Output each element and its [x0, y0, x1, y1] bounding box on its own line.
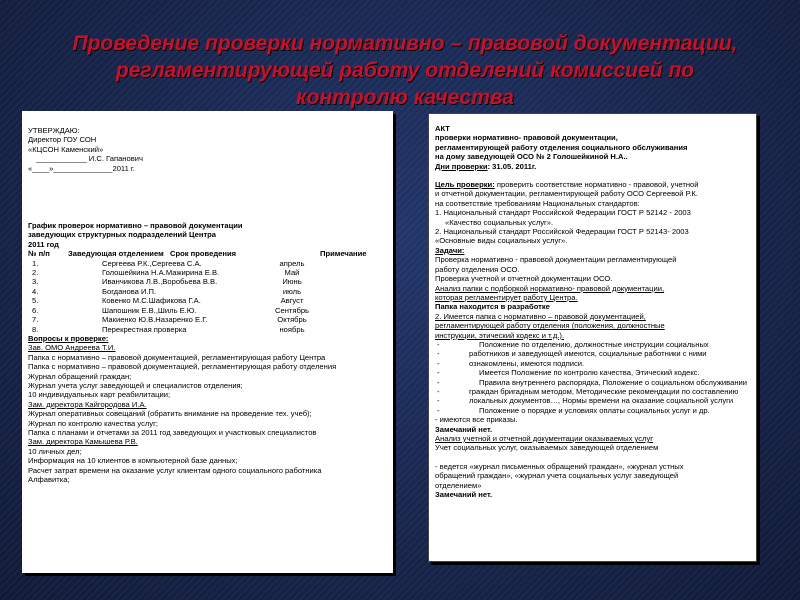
col-term: Срок проведения — [170, 249, 237, 259]
bullet-item — [435, 387, 756, 396]
bullet-dash-icon: - — [437, 396, 440, 406]
approve-signature: ____________ И.С. Гапанович — [36, 154, 143, 164]
bullet-text: ознакомлены, имеются подписи. — [469, 358, 585, 368]
schedule-document — [22, 111, 393, 573]
no-remarks: Замечаний нет. — [435, 490, 493, 500]
journal-line: - ведется «журнал письменных обращений граждан», «журнал устных — [435, 461, 684, 471]
bullet-text: локальных документов…, Нормы времени на оказание социальной услуги — [469, 396, 734, 406]
row-head-name: Иванчикова Л.В.,Воробьева В.В. — [102, 277, 218, 287]
bullet-item — [435, 349, 756, 358]
check-dates-value: : 31.05. 2011г. — [487, 161, 537, 171]
approve-line: Директор ГОУ СОН — [28, 135, 97, 145]
col-number: № п/п — [28, 249, 50, 259]
bullet-dash-icon: - — [437, 405, 440, 415]
bullet-text: граждан бригадным методом, Методические рекомендации по составлению — [469, 386, 739, 396]
row-term: апрель — [279, 258, 305, 268]
check-item: Журнал оперативных совещаний (обратить внимание на проведение тех. учеб); — [28, 409, 312, 419]
row-head-name: Шапошник Е.В.,Шиль Е.Ю. — [102, 305, 197, 315]
table-row — [28, 277, 393, 286]
check-item: 10 личных дел; — [28, 446, 82, 456]
check-item: Папка с планами и отчетами за 2011 год заведующих и участковых специалистов — [28, 427, 317, 437]
check-item: Журнал обращений граждан; — [28, 371, 132, 381]
row-head-name: Голошейкина Н.А.Мажирина Е.В. — [102, 268, 220, 278]
tasks-title: Задачи: — [435, 245, 465, 255]
bullet-text: Положение по отделению, должностные инструкции социальных — [479, 339, 709, 349]
questions-title: Вопросы к проверке: — [28, 333, 109, 343]
bullet-dash-icon: - — [437, 368, 440, 378]
table-row — [28, 268, 393, 277]
check-item: Папка с нормативно – правовой документацией, регламентирующая работу отделения — [28, 362, 337, 372]
act-title: АКТ — [435, 124, 450, 133]
task-line: Проверка учетной и отчетной документации ОСО. — [435, 274, 613, 284]
goal-line — [435, 180, 756, 189]
in-development-title: Папка находится в разработке — [435, 302, 550, 312]
goal-line: 2. Национальный стандарт Российской Федерации ГОСТ Р 52143- 2003 — [435, 227, 689, 237]
table-row — [28, 259, 393, 268]
orders-line: - имеются все приказы. — [435, 415, 518, 425]
row-head-name: Перекрестная проверка — [102, 324, 187, 334]
act-line: на дому заведующей ОСО № 2 Голошейкиной Н.А.. — [435, 152, 628, 162]
table-row — [28, 296, 393, 305]
task-line: Анализ папки с подборкой нормативно- правовой документации, — [435, 283, 665, 293]
approve-line: УТВЕРЖДАЮ: — [28, 126, 80, 135]
row-number: 4. — [32, 286, 39, 296]
row-head-name: Ковенко М.С.Шафикова Г.А. — [102, 296, 201, 306]
row-head-name: Богданова И.П. — [102, 286, 157, 296]
schedule-year: 2011 год — [28, 239, 60, 249]
schedule-title: заведующих структурных подразделений Центра — [28, 230, 217, 240]
bullet-text: Правила внутреннего распорядка, Положение о социальном обслуживании — [479, 377, 748, 387]
bullet-item — [435, 406, 756, 415]
bullet-dash-icon: - — [437, 358, 440, 368]
row-number: 5. — [32, 296, 39, 306]
row-number: 7. — [32, 315, 39, 325]
row-term: июль — [282, 286, 302, 296]
responsible-person: Зам. директора Кайгородова И.А. — [28, 399, 147, 409]
bullet-item — [435, 378, 756, 387]
goal-line: 1. Национальный стандарт Российской Федерации ГОСТ Р 52142 - 2003 — [435, 208, 691, 218]
bullet-item — [435, 368, 756, 377]
task-line: Проверка нормативно - правовой документации регламентирующей — [435, 255, 677, 265]
row-number: 6. — [32, 305, 39, 315]
goal-label: Цель проверки: — [435, 180, 495, 190]
table-row — [28, 325, 393, 334]
journal-line: отделением» — [435, 480, 482, 490]
check-item: Журнал по контролю качества услуг; — [28, 418, 158, 428]
bullet-item — [435, 359, 756, 368]
row-head-name: Сергеева Р.К.,Сергеева С.А. — [102, 258, 202, 268]
row-number: 3. — [32, 277, 39, 287]
no-remarks: Замечаний нет. — [435, 424, 493, 434]
bullet-dash-icon: - — [437, 349, 440, 359]
bullet-item — [435, 340, 756, 349]
col-head: Заведующая отделением — [68, 249, 164, 259]
bullet-text: Имеется Положение по контролю качества, Этический кодекс. — [479, 368, 700, 378]
slide-title: Проведение проверки нормативно – правовой документации, регламентирующей работу отделений комиссией по контролю качества — [72, 32, 738, 109]
check-item: Алфавитка; — [28, 475, 70, 484]
table-header — [28, 249, 393, 258]
bullet-text: работников и заведующей имеются, социальные работники с ними — [469, 349, 707, 359]
row-term: Май — [284, 268, 300, 278]
bullet-text: Положение о порядке и условиях оплаты социальных услуг и др. — [479, 405, 710, 415]
item2-line: регламентирующей работу отделения (положения, должностные — [435, 321, 665, 331]
check-item: Папка с нормативно – правовой документацией, регламентирующая работу Центра — [28, 352, 326, 362]
schedule-title: График проверок нормативно – правовой документации — [28, 221, 243, 231]
row-term: Октябрь — [277, 315, 307, 325]
act-line: регламентирующей работу отделения социального обслуживания — [435, 142, 688, 152]
goal-line: на соответствие требованиям Национальных стандартов: — [435, 198, 640, 208]
goal-text: проверить соответствие нормативно - правовой, учетной — [494, 180, 699, 190]
approve-line: «КЦСОН Каменский» — [28, 144, 104, 154]
goal-line: и отчетной документации, регламентирующей работу ОСО Сергеевой Р.К. — [435, 189, 698, 199]
journal-line: обращений граждан», «журнал учета социальных услуг заведующей — [435, 471, 679, 481]
item2-line: 2. Имеется папка с нормативно – правовой документацией, — [435, 311, 646, 321]
check-dates-label: Дни проверки — [435, 161, 488, 171]
bullet-dash-icon: - — [437, 386, 440, 396]
check-item: Журнал учета услуг заведующей и специалистов отделения; — [28, 380, 243, 390]
check-item: Расчет затрат времени на оказание услуг клиентам одного социального работника — [28, 465, 322, 475]
row-number: 8. — [32, 324, 39, 334]
table-row — [28, 306, 393, 315]
analysis-line: Анализ учетной и отчетной документации оказываемых услуг — [435, 434, 654, 443]
act-document — [428, 113, 757, 562]
approve-date: «____»______________2011 г. — [28, 163, 135, 173]
item2-line: инструкции, этический кодекс и т.д.). — [435, 330, 565, 340]
row-term: Август — [280, 296, 304, 306]
row-number: 1. — [32, 258, 39, 268]
table-row — [28, 287, 393, 296]
task-line: которая регламентирует работу Центра. — [435, 292, 578, 302]
bullet-dash-icon: - — [437, 339, 440, 349]
row-head-name: Макиенко Ю.В.Назаренко Е.Г. — [102, 315, 208, 325]
table-row — [28, 315, 393, 324]
check-dates — [435, 162, 756, 171]
bullet-dash-icon: - — [437, 377, 440, 387]
row-term: ноябрь — [279, 324, 305, 334]
check-item: Информация на 10 клиентов в компьютерной базе данных; — [28, 456, 238, 466]
act-line: проверки нормативно- правовой документации, — [435, 133, 618, 143]
row-number: 2. — [32, 268, 39, 278]
responsible-person: Зам. директора Камышева Р.В. — [28, 437, 138, 447]
col-note: Примечание — [320, 249, 367, 259]
row-term: Сентябрь — [274, 305, 310, 315]
bullet-item — [435, 396, 756, 405]
check-item: 10 индивидуальных карт реабилитации; — [28, 390, 171, 400]
responsible-person: Зав. ОМО Андреева Т.И. — [28, 343, 116, 353]
goal-line: «Основные виды социальных услуг». — [435, 236, 568, 246]
task-line: работу отделения ОСО. — [435, 264, 520, 274]
row-term: Июнь — [282, 277, 302, 287]
account-line: Учет социальных услуг, оказываемых заведующей отделением — [435, 443, 659, 453]
goal-line: «Качество социальных услуг». — [445, 217, 554, 227]
